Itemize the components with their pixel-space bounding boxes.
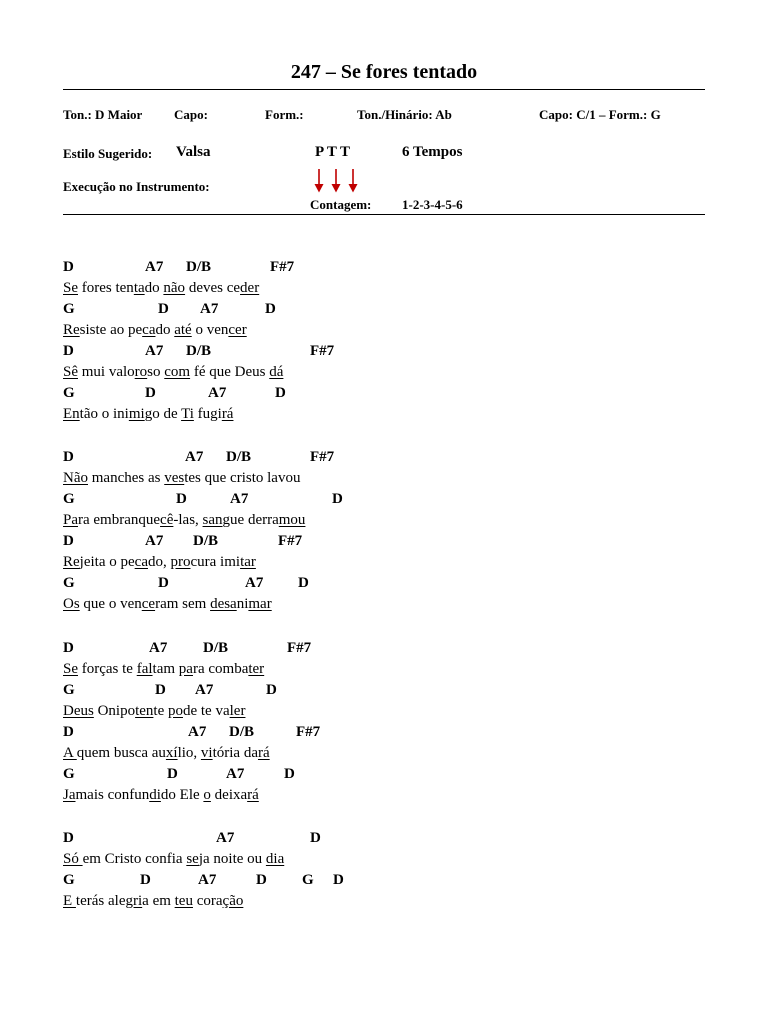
chord: F#7 xyxy=(310,449,335,465)
chord: D xyxy=(332,491,343,507)
lyric-line xyxy=(63,596,272,613)
lyric-text: deixa xyxy=(210,787,248,803)
chord: F#7 xyxy=(287,640,312,656)
stressed-syllable: E xyxy=(63,893,76,909)
stressed-syllable: cer xyxy=(228,322,247,338)
stressed-syllable: Só xyxy=(63,851,83,867)
chord: A7 xyxy=(185,449,204,465)
lyric-line xyxy=(63,364,283,381)
chord-line xyxy=(63,533,705,553)
stressed-syllable: com xyxy=(164,364,191,380)
lyric-text: tes que cristo lavou xyxy=(184,470,301,486)
lyric-text: mui valo xyxy=(78,364,135,380)
chord: D xyxy=(63,640,74,656)
chord: A7 xyxy=(145,533,164,549)
chord: D xyxy=(63,449,74,465)
chord-line xyxy=(63,259,705,279)
chord: D xyxy=(310,830,321,846)
lyric-line xyxy=(63,851,284,868)
stressed-syllable: gri xyxy=(125,893,143,909)
style-value: Valsa xyxy=(176,144,211,160)
chord-line xyxy=(63,575,705,595)
chord: D xyxy=(256,872,267,888)
lyric-text: forças te xyxy=(78,661,137,677)
lyric-text: em Cristo confia xyxy=(82,851,187,867)
stressed-syllable: se xyxy=(186,851,199,867)
chord: D xyxy=(284,766,295,782)
chord: A7 xyxy=(230,491,249,507)
stressed-syllable: Os xyxy=(63,596,80,612)
stressed-syllable: En xyxy=(63,406,80,422)
lyric-text: do xyxy=(144,280,164,296)
lyric-text: o ven xyxy=(191,322,229,338)
stressed-syllable: Sê xyxy=(63,364,78,380)
chord: D xyxy=(63,830,74,846)
chord: A7 xyxy=(145,343,164,359)
lyric-line xyxy=(63,470,300,487)
stressed-syllable: Deus xyxy=(63,703,94,719)
chord: D xyxy=(265,301,276,317)
stressed-syllable: dia xyxy=(265,851,285,867)
chord-line xyxy=(63,343,705,363)
chord-line xyxy=(63,872,705,892)
chord: A7 xyxy=(208,385,227,401)
chord: G xyxy=(63,301,75,317)
stressed-syllable: ca xyxy=(142,322,156,338)
lyric-line xyxy=(63,661,264,678)
lyric-text: que o ven xyxy=(79,596,142,612)
chord: A7 xyxy=(226,766,245,782)
chord: D xyxy=(145,385,156,401)
chord: G xyxy=(63,385,75,401)
key-label: Ton.: D Maior xyxy=(63,107,143,122)
count-label: Contagem: xyxy=(310,197,372,212)
lyric-text: fé que Deus xyxy=(190,364,270,380)
hymnal-key-label: Ton./Hinário: Ab xyxy=(357,107,452,122)
lyric-line xyxy=(63,280,259,297)
lyric-text: deves ce xyxy=(185,280,241,296)
chord: D xyxy=(63,259,74,275)
lyric-text: jeita o pe xyxy=(79,554,135,570)
lyric-text: ja noite ou xyxy=(198,851,266,867)
lyric-line xyxy=(63,554,256,571)
time-signature: 6 Tempos xyxy=(402,144,463,160)
lyric-text: so xyxy=(147,364,165,380)
stressed-syllable: ves xyxy=(164,470,185,486)
lyric-text: tão o ini xyxy=(79,406,129,422)
lyric-line xyxy=(63,745,270,762)
lyric-text: fugi xyxy=(193,406,222,422)
chord-line xyxy=(63,301,705,321)
chord: F#7 xyxy=(310,343,335,359)
title-divider xyxy=(63,89,705,90)
lyric-text: manches as xyxy=(88,470,165,486)
chord-line xyxy=(63,830,705,850)
capo-form-label: Capo: C/1 – Form.: G xyxy=(539,107,661,122)
lyric-text: a em xyxy=(142,893,175,909)
lyric-text: fores ten xyxy=(78,280,134,296)
style-label: Estilo Sugerido: xyxy=(63,146,153,161)
stressed-syllable: vi xyxy=(200,745,213,761)
chord: A7 xyxy=(200,301,219,317)
lyric-line xyxy=(63,512,305,529)
chord: A7 xyxy=(188,724,207,740)
lyric-text: Onipo xyxy=(93,703,136,719)
chord: D/B xyxy=(186,259,212,275)
chord: D xyxy=(298,575,309,591)
chord: G xyxy=(63,872,75,888)
chord-line xyxy=(63,640,705,660)
chord: D xyxy=(266,682,277,698)
stressed-syllable: Se xyxy=(63,661,78,677)
lyric-text: gue derra xyxy=(222,512,279,528)
lyric-line xyxy=(63,406,233,423)
lyric-line xyxy=(63,703,245,720)
chord: D/B xyxy=(193,533,219,549)
lyric-line xyxy=(63,322,247,339)
form-label: Form.: xyxy=(265,107,304,122)
chord: D xyxy=(155,682,166,698)
stressed-syllable: tar xyxy=(240,554,256,570)
chord: D xyxy=(63,343,74,359)
lyric-text: mais confun xyxy=(75,787,150,803)
chord: D xyxy=(167,766,178,782)
chord-line xyxy=(63,724,705,744)
lyric-text: lio, xyxy=(177,745,201,761)
chord: D xyxy=(333,872,344,888)
chord: F#7 xyxy=(278,533,303,549)
lyric-text: do, xyxy=(147,554,171,570)
chord: A7 xyxy=(145,259,164,275)
stressed-syllable: dá xyxy=(269,364,284,380)
stressed-syllable: ro xyxy=(134,364,148,380)
lyric-text: -las, xyxy=(173,512,203,528)
chord: D xyxy=(176,491,187,507)
stressed-syllable: ca xyxy=(134,554,148,570)
stressed-syllable: rá xyxy=(247,787,259,803)
stressed-syllable: ler xyxy=(229,703,246,719)
lyric-text: ra comba xyxy=(192,661,249,677)
stressed-syllable: não xyxy=(163,280,186,296)
count-value: 1-2-3-4-5-6 xyxy=(402,197,463,212)
chord: G xyxy=(63,491,75,507)
stressed-syllable: ta xyxy=(133,280,145,296)
lyric-text: terás ale xyxy=(75,893,126,909)
chord-line xyxy=(63,449,705,469)
stressed-syllable: ce xyxy=(141,596,156,612)
down-arrow-icon xyxy=(331,169,341,193)
lyric-line xyxy=(63,893,243,910)
stressed-syllable: fal xyxy=(136,661,153,677)
stressed-syllable: pa xyxy=(178,661,193,677)
lyric-text: quem busca au xyxy=(76,745,166,761)
lyric-text: ram sem xyxy=(155,596,211,612)
chord: G xyxy=(63,575,75,591)
stressed-syllable: o xyxy=(203,787,211,803)
chord: D/B xyxy=(203,640,229,656)
chord: D xyxy=(63,724,74,740)
stressed-syllable: Não xyxy=(63,470,88,486)
lyric-text: te xyxy=(153,703,168,719)
chord: D/B xyxy=(226,449,252,465)
stressed-syllable: xí xyxy=(165,745,178,761)
stressed-syllable: até xyxy=(174,322,192,338)
stressed-syllable: Re xyxy=(63,322,80,338)
lyric-line xyxy=(63,787,259,804)
chord: D xyxy=(158,301,169,317)
chord-line xyxy=(63,766,705,786)
chord: F#7 xyxy=(296,724,321,740)
strum-pattern: P T T xyxy=(315,144,351,160)
stressed-syllable: mar xyxy=(248,596,272,612)
stressed-syllable: A xyxy=(63,745,77,761)
stressed-syllable: Pa xyxy=(63,512,78,528)
chord-line xyxy=(63,385,705,405)
chord-line xyxy=(63,491,705,511)
lyric-text: tam xyxy=(152,661,179,677)
chord: D xyxy=(158,575,169,591)
capo-label: Capo: xyxy=(174,107,208,122)
page-title: 247 – Se fores tentado xyxy=(290,61,478,83)
stressed-syllable: rá xyxy=(221,406,234,422)
chord: A7 xyxy=(198,872,217,888)
chord: A7 xyxy=(149,640,168,656)
chord: A7 xyxy=(216,830,235,846)
lyric-text: cura imi xyxy=(190,554,241,570)
stressed-syllable: ter xyxy=(248,661,265,677)
chord: D xyxy=(63,533,74,549)
chord: G xyxy=(63,766,75,782)
stressed-syllable: Se xyxy=(63,280,78,296)
down-arrow-icon xyxy=(314,169,324,193)
chord: G xyxy=(302,872,314,888)
chord: D/B xyxy=(229,724,255,740)
chord: D xyxy=(275,385,286,401)
lyric-text: cora xyxy=(192,893,223,909)
stressed-syllable: di xyxy=(149,787,161,803)
lyric-text: ni xyxy=(236,596,249,612)
chord: D xyxy=(140,872,151,888)
chord: A7 xyxy=(195,682,214,698)
stressed-syllable: Re xyxy=(63,554,80,570)
lyric-text: do xyxy=(155,322,175,338)
chord: F#7 xyxy=(270,259,295,275)
stressed-syllable: po xyxy=(167,703,183,719)
stressed-syllable: mi xyxy=(128,406,145,422)
stressed-syllable: ção xyxy=(222,893,244,909)
stressed-syllable: der xyxy=(240,280,260,296)
stressed-syllable: san xyxy=(202,512,223,528)
execution-label: Execução no Instrumento: xyxy=(63,179,210,194)
stressed-syllable: cê xyxy=(160,512,174,528)
lyric-text: do Ele xyxy=(160,787,204,803)
lyric-text: de te va xyxy=(182,703,230,719)
stressed-syllable: Ja xyxy=(63,787,76,803)
stressed-syllable: mou xyxy=(278,512,306,528)
chord: G xyxy=(63,682,75,698)
lyric-text: siste ao pe xyxy=(79,322,143,338)
down-arrow-icon xyxy=(348,169,358,193)
stressed-syllable: desa xyxy=(210,596,237,612)
stressed-syllable: rá xyxy=(258,745,270,761)
chord-line xyxy=(63,682,705,702)
lyric-text: go de xyxy=(144,406,182,422)
stressed-syllable: teu xyxy=(174,893,193,909)
header-divider xyxy=(63,214,705,215)
chord: D/B xyxy=(186,343,212,359)
stressed-syllable: pro xyxy=(170,554,191,570)
lyric-text: tória da xyxy=(212,745,258,761)
stressed-syllable: ten xyxy=(135,703,154,719)
chord: A7 xyxy=(245,575,264,591)
stressed-syllable: Ti xyxy=(181,406,194,422)
lyric-text: ra embranque xyxy=(78,512,161,528)
